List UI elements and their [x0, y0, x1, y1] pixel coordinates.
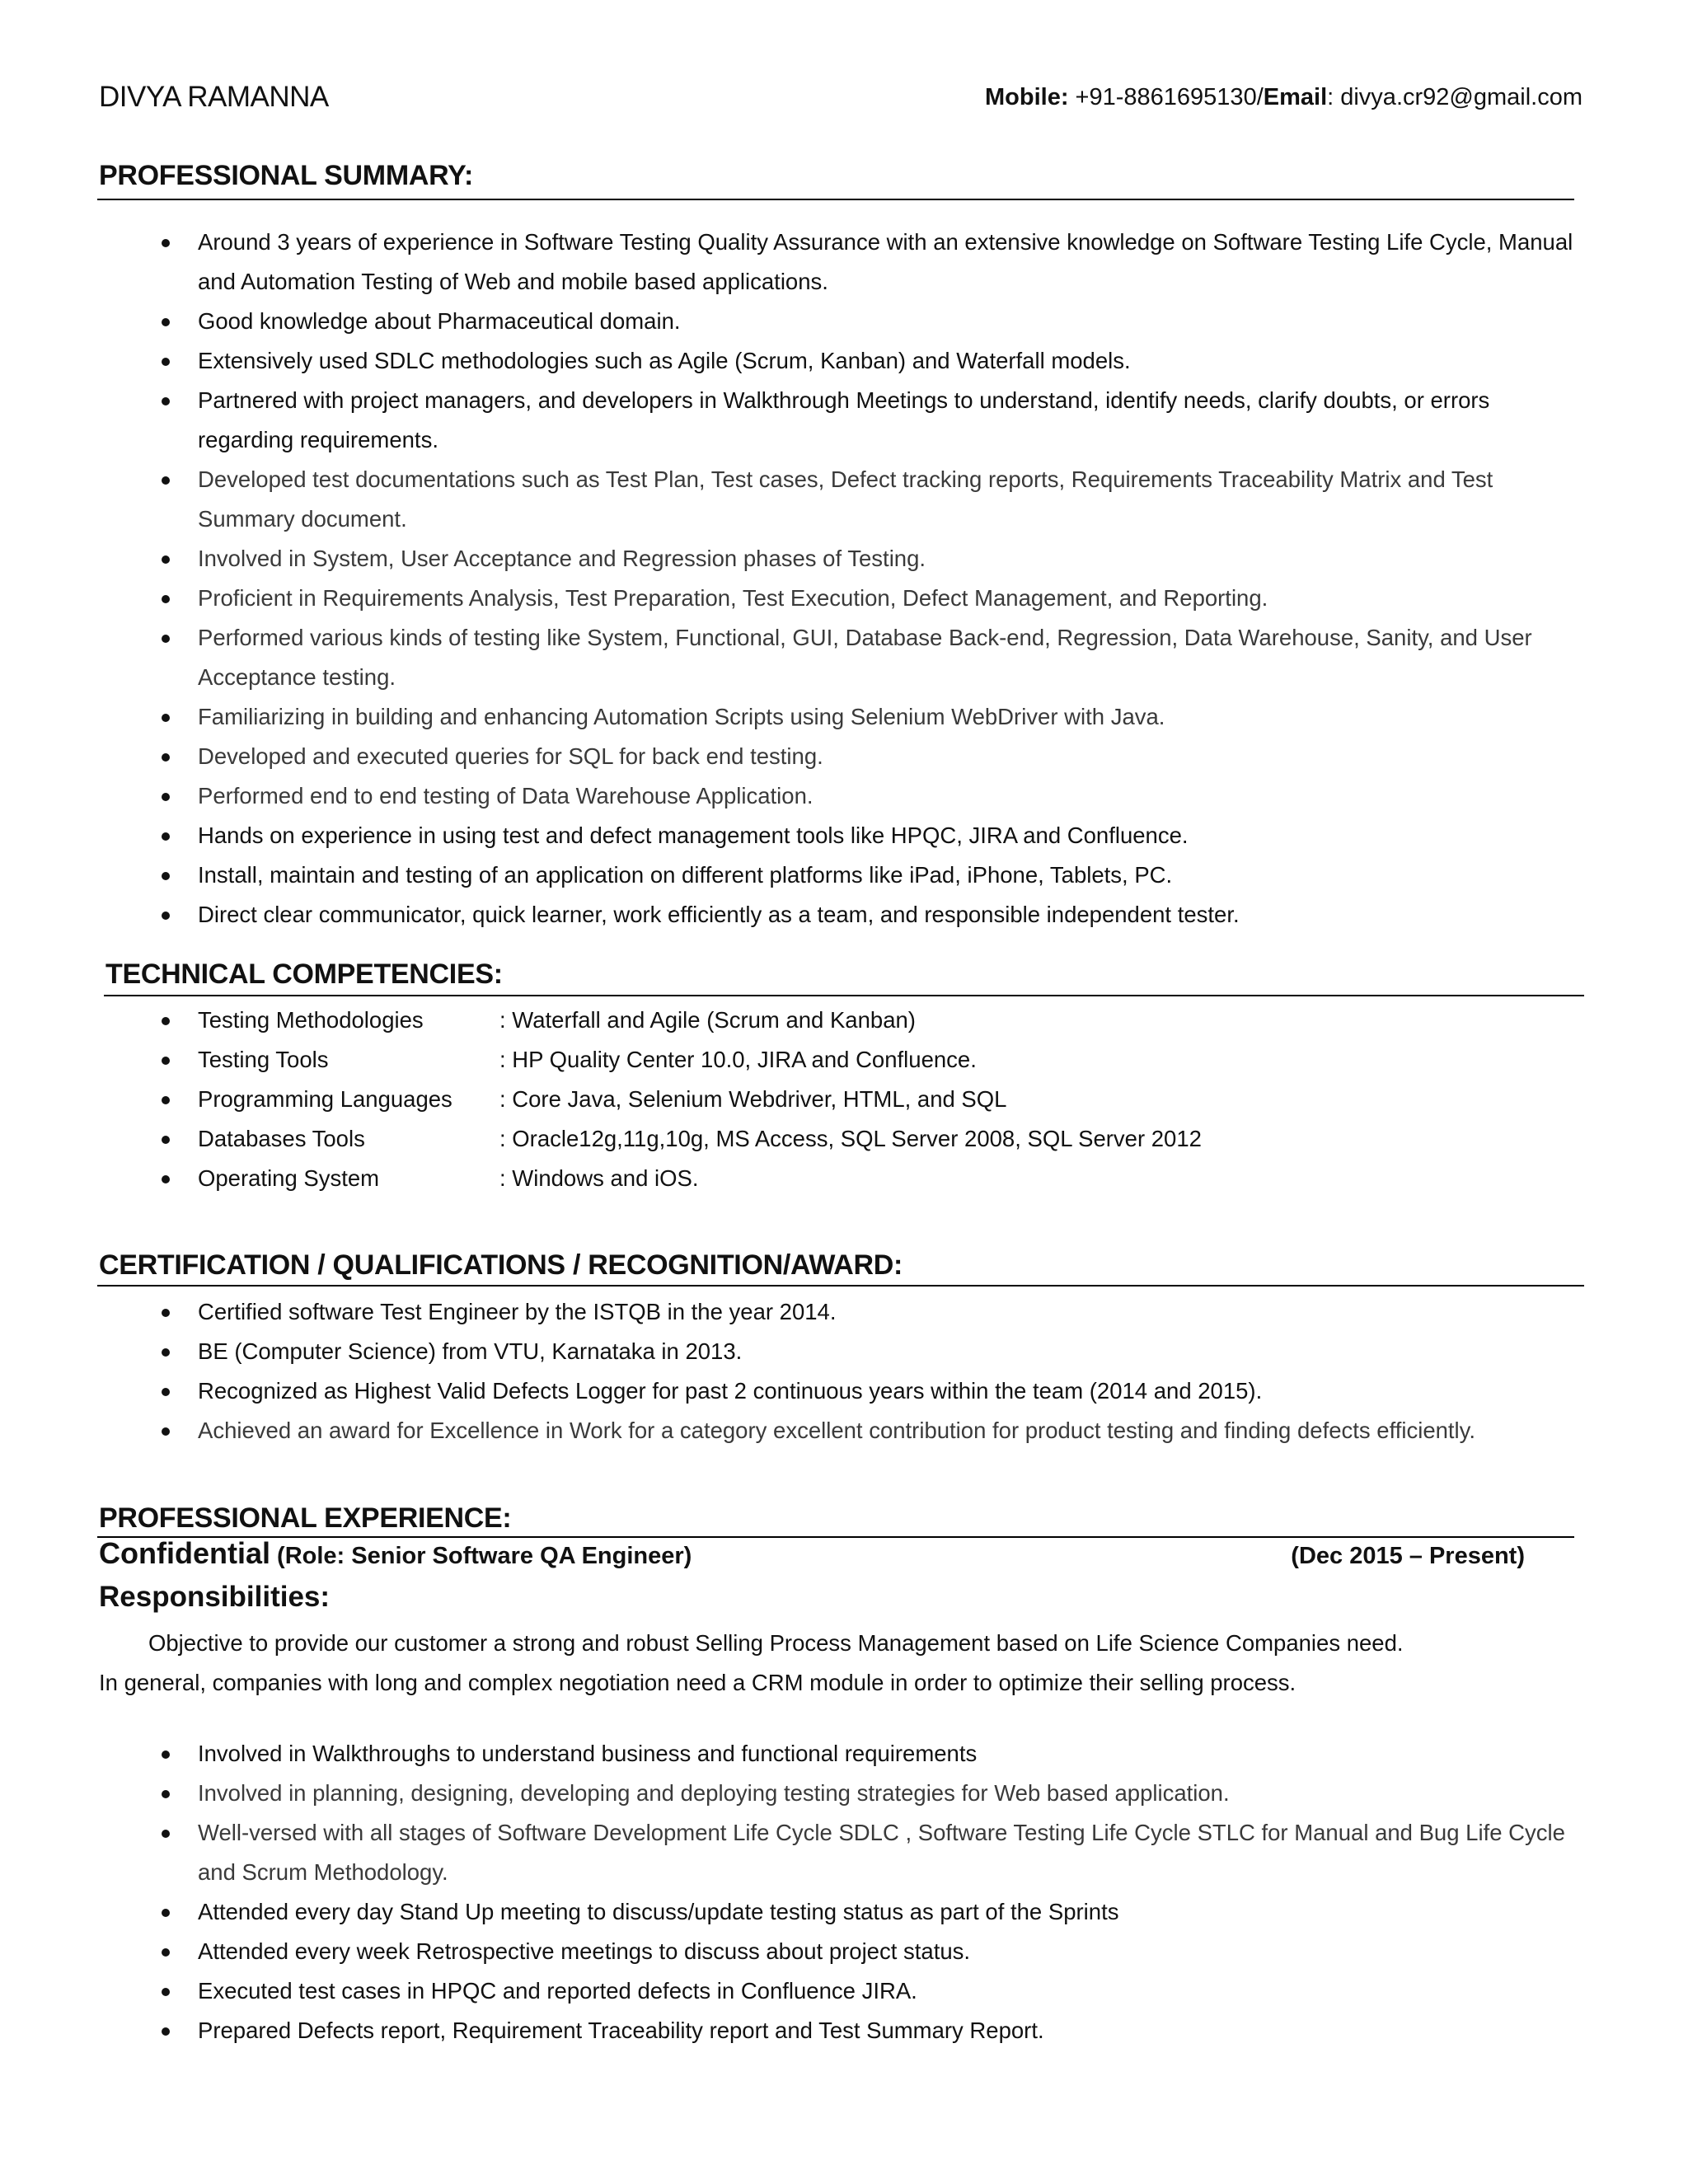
objective-line: In general, companies with long and complex negotiation need a CRM module in order to optimize their selling process.: [99, 1670, 1296, 1695]
technical-label: Testing Methodologies: [198, 1007, 424, 1033]
summary-divider: [97, 199, 1574, 200]
technical-value: : Windows and iOS.: [499, 1165, 699, 1191]
technical-label: Testing Tools: [198, 1047, 329, 1072]
certification-item: Certified software Test Engineer by the ISTQB in the year 2014.: [99, 1292, 1582, 1332]
summary-item: Proficient in Requirements Analysis, Test Preparation, Test Execution, Defect Management, and Reporting.: [99, 579, 1582, 618]
responsibility-item: Attended every week Retrospective meetings to discuss about project status.: [99, 1932, 1582, 1971]
summary-item: Developed test documentations such as Test Plan, Test cases, Defect tracking reports, Requirements Traceability Matrix and Test Summary document.: [99, 460, 1582, 539]
technical-item: [99, 1080, 1582, 1119]
company-name: Confidential: [99, 1536, 270, 1570]
technical-item: [99, 1159, 1582, 1198]
certification-divider: [97, 1285, 1584, 1286]
technical-value: : Core Java, Selenium Webdriver, HTML, and SQL: [499, 1086, 1007, 1112]
mobile-number: +91-8861695130/: [1068, 84, 1264, 110]
certification-list: [99, 1292, 1582, 1451]
responsibility-item: Involved in Walkthroughs to understand business and functional requirements: [99, 1734, 1582, 1774]
summary-item: Developed and executed queries for SQL for back end testing.: [99, 737, 1582, 776]
contact-info: [985, 84, 1582, 111]
certification-item: Recognized as Highest Valid Defects Logger for past 2 continuous years within the team (2014 and 2015).: [99, 1371, 1582, 1411]
certification-item: Achieved an award for Excellence in Work for a category excellent contribution for product testing and finding defects efficiently.: [99, 1411, 1582, 1451]
summary-item: Good knowledge about Pharmaceutical domain.: [99, 302, 1582, 341]
certification-item: BE (Computer Science) from VTU, Karnataka in 2013.: [99, 1332, 1582, 1371]
responsibilities-heading: Responsibilities:: [99, 1581, 331, 1613]
technical-value: : HP Quality Center 10.0, JIRA and Confluence.: [499, 1047, 977, 1072]
job-dates: (Dec 2015 – Present): [1291, 1543, 1525, 1569]
summary-item: Familiarizing in building and enhancing Automation Scripts using Selenium WebDriver with Java.: [99, 697, 1582, 737]
summary-item: Direct clear communicator, quick learner, work efficiently as a team, and responsible independent tester.: [99, 895, 1582, 935]
technical-label: Operating System: [198, 1165, 380, 1191]
resume-header: [99, 81, 1582, 122]
responsibility-item: Well-versed with all stages of Software Development Life Cycle SDLC , Software Testing Life Cycle STLC for Manual and Bug Life Cycle and Scrum Methodology.: [99, 1813, 1582, 1892]
technical-label: Databases Tools: [198, 1126, 365, 1151]
experience-heading: PROFESSIONAL EXPERIENCE:: [99, 1502, 512, 1534]
summary-item: Hands on experience in using test and defect management tools like HPQC, JIRA and Confluence.: [99, 816, 1582, 855]
summary-item: Performed various kinds of testing like System, Functional, GUI, Database Back-end, Regression, Data Warehouse, Sanity, and User Acceptance testing.: [99, 618, 1582, 697]
technical-value: : Waterfall and Agile (Scrum and Kanban): [499, 1007, 916, 1033]
summary-item: Partnered with project managers, and developers in Walkthrough Meetings to understand, identify needs, clarify doubts, or errors regarding requirements.: [99, 381, 1582, 460]
summary-heading: PROFESSIONAL SUMMARY:: [99, 160, 473, 191]
technical-item: [99, 1001, 1582, 1040]
job-role: (Role: Senior Software QA Engineer): [270, 1543, 692, 1569]
technical-item: [99, 1119, 1582, 1159]
candidate-name: DIVYA RAMANNA: [99, 81, 329, 113]
summary-item: Performed end to end testing of Data Warehouse Application.: [99, 776, 1582, 816]
summary-item: Around 3 years of experience in Software Testing Quality Assurance with an extensive knowledge on Software Testing Life Cycle, Manual and Automation Testing of Web and mobile based applications.: [99, 223, 1582, 302]
project-objective: [99, 1624, 1574, 1703]
job-entry: [99, 1536, 1525, 1577]
technical-heading: TECHNICAL COMPETENCIES:: [106, 958, 503, 990]
responsibility-item: Involved in planning, designing, developing and deploying testing strategies for Web based application.: [99, 1774, 1582, 1813]
technical-list: [99, 1001, 1582, 1198]
responsibilities-list: [99, 1734, 1582, 2050]
summary-item: Install, maintain and testing of an application on different platforms like iPad, iPhone, Tablets, PC.: [99, 855, 1582, 895]
responsibility-item: Executed test cases in HPQC and reported defects in Confluence JIRA.: [99, 1971, 1582, 2011]
certification-heading: CERTIFICATION / QUALIFICATIONS / RECOGNITION/AWARD:: [99, 1249, 903, 1281]
responsibility-item: Attended every day Stand Up meeting to discuss/update testing status as part of the Sprints: [99, 1892, 1582, 1932]
email-address: : divya.cr92@gmail.com: [1327, 84, 1582, 110]
technical-label: Programming Languages: [198, 1086, 452, 1112]
technical-divider: [104, 995, 1584, 996]
summary-item: Involved in System, User Acceptance and Regression phases of Testing.: [99, 539, 1582, 579]
responsibility-item: Prepared Defects report, Requirement Traceability report and Test Summary Report.: [99, 2011, 1582, 2050]
summary-item: Extensively used SDLC methodologies such as Agile (Scrum, Kanban) and Waterfall models.: [99, 341, 1582, 381]
summary-list: [99, 223, 1582, 935]
mobile-label: Mobile:: [985, 84, 1069, 110]
objective-line: Objective to provide our customer a strong and robust Selling Process Management based on Life Science Companies need.: [148, 1630, 1404, 1656]
technical-item: [99, 1040, 1582, 1080]
technical-value: : Oracle12g,11g,10g, MS Access, SQL Server 2008, SQL Server 2012: [499, 1126, 1202, 1151]
email-label: Email: [1263, 84, 1328, 110]
